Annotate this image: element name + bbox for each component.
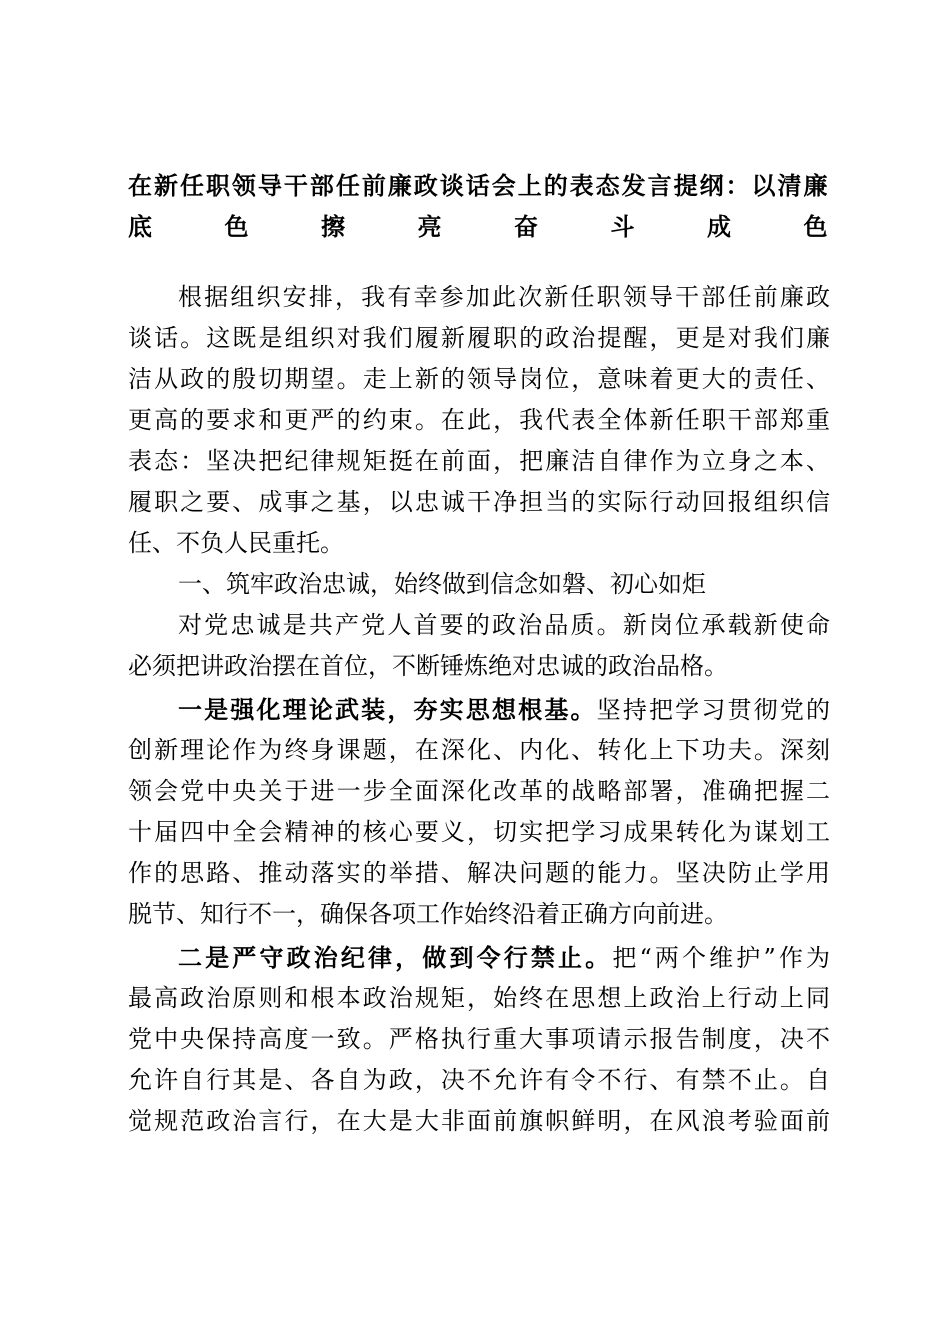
paragraph-lead: 二是严守政治纪律，做到令行禁止。 (178, 943, 613, 972)
text-line: 最高政治原则和根本政治规矩，始终在思想上政治上行动上同 (128, 984, 830, 1012)
text-line: 对党忠诚是共产党人首要的政治品质。新岗位承载新使命 (178, 611, 830, 639)
paragraph-discipline (128, 937, 830, 1142)
text-line: 表态：坚决把纪律规矩挺在前面，把廉洁自律作为立身之本、 (128, 447, 830, 475)
paragraph-loyalty (128, 605, 830, 687)
text-line: 必须把讲政治摆在首位，不断锤炼绝对忠诚的政治品格。 (128, 652, 728, 680)
title-line: 在新任职领导干部任前廉政谈话会上的表态发言提纲：以清廉 (128, 171, 828, 200)
text-line (128, 689, 830, 730)
section-heading: 一、筑牢政治忠诚，始终做到信念如磐、初心如炬 (178, 570, 706, 598)
text-line: 洁从政的殷切期望。走上新的领导岗位，意味着更大的责任、 (128, 365, 830, 393)
text-line: 允许自行其是、各自为政，决不允许有令不行、有禁不止。自 (128, 1066, 830, 1094)
text-line: 更高的要求和更严的约束。在此，我代表全体新任职干部郑重 (128, 406, 830, 434)
paragraph-text: 坚持把学习贯彻党的 (596, 696, 831, 724)
title-line: 底色擦亮奋斗成色 (128, 212, 828, 241)
text-line: 十届四中全会精神的核心要义，切实把学习成果转化为谋划工 (128, 818, 830, 846)
text-line: 领会党中央关于进一步全面深化改革的战略部署，准确把握二 (128, 777, 830, 805)
text-line: 觉规范政治言行，在大是大非面前旗帜鲜明，在风浪考验面前 (128, 1107, 830, 1135)
paragraph-lead: 一是强化理论武装，夯实思想根基。 (178, 695, 597, 724)
text-line (128, 937, 830, 978)
paragraph-intro (128, 277, 830, 564)
text-line: 党中央保持高度一致。严格执行重大事项请示报告制度，决不 (128, 1025, 830, 1053)
paragraph-text: 把“两个维护”作为 (612, 944, 831, 972)
paragraph-theory (128, 689, 830, 935)
text-line: 创新理论作为终身课题，在深化、内化、转化上下功夫。深刻 (128, 736, 830, 764)
text-line: 脱节、知行不一，确保各项工作始终沿着正确方向前进。 (128, 900, 728, 928)
document-body (128, 277, 830, 1142)
text-line: 作的思路、推动落实的举措、解决问题的能力。坚决防止学用 (128, 859, 830, 887)
document-title (128, 165, 828, 247)
text-line: 履职之要、成事之基，以忠诚干净担当的实际行动回报组织信 (128, 488, 830, 516)
text-line: 谈话。这既是组织对我们履新履职的政治提醒，更是对我们廉 (128, 324, 830, 352)
text-line: 根据组织安排，我有幸参加此次新任职领导干部任前廉政 (178, 283, 830, 311)
text-line: 任、不负人民重托。 (128, 529, 344, 557)
